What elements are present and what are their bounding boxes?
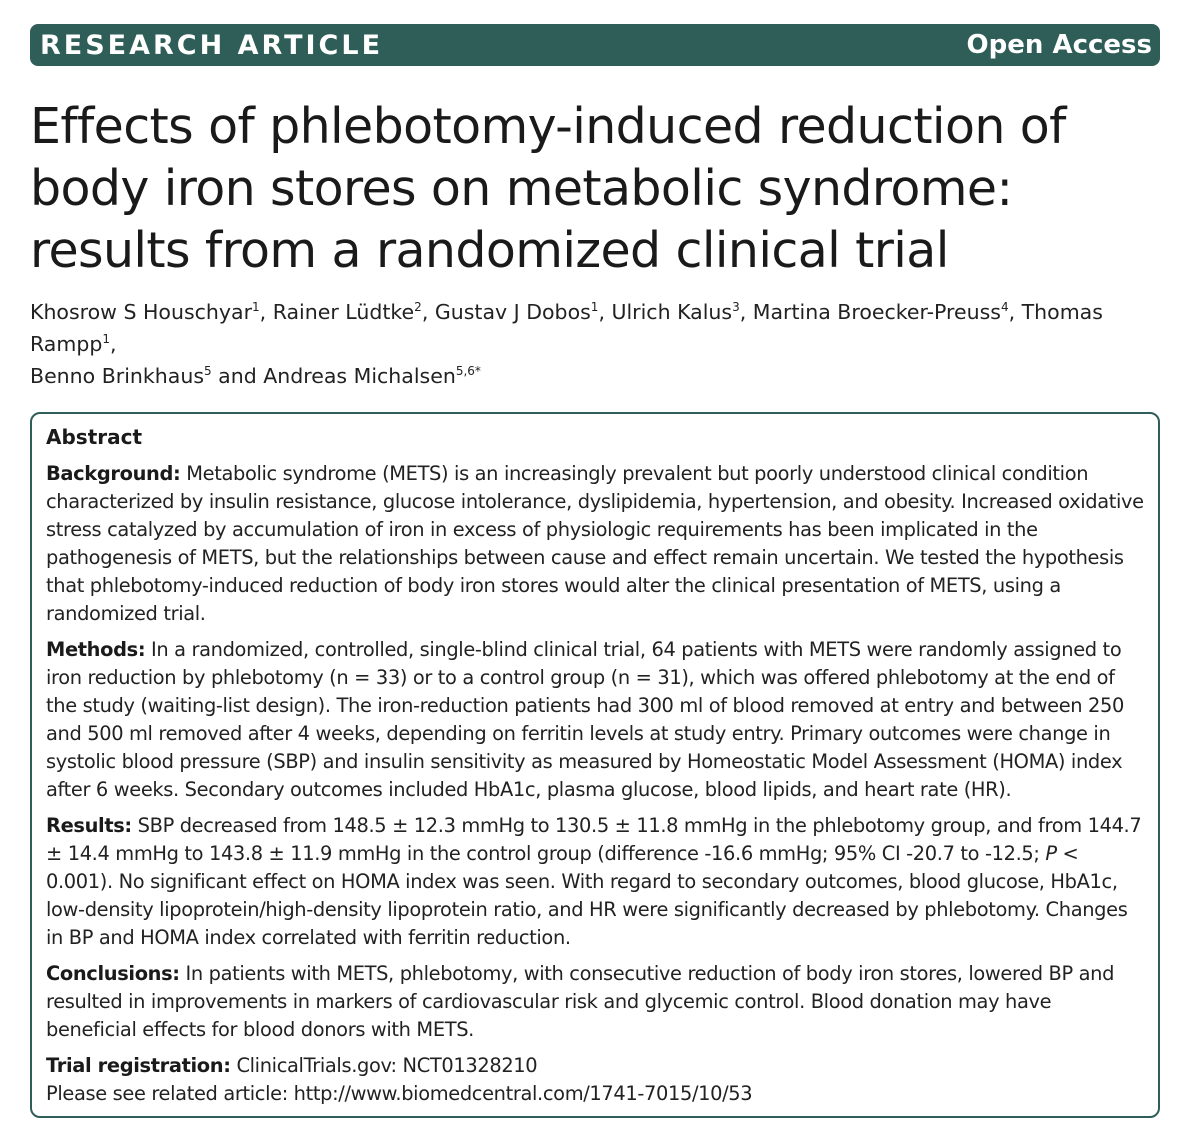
conclusions-paragraph: [46, 960, 1144, 1044]
author-name: Thomas Rampp: [30, 300, 1103, 356]
results-text-1: SBP decreased from 148.5 ± 12.3 mmHg to 130.5 ± 11.8 mmHg in the phlebotomy group, and from 144.7 ± 14.4 mmHg to 143.8 ± 11.9 mmHg in the control group (difference -16.6 mmHg; 95% CI -20.7 to -12.5;: [46, 814, 1142, 865]
paper-title: Effects of phlebotomy-induced reduction of body iron stores on metabolic syndrome: results from a randomized clinical trial: [30, 98, 1066, 279]
methods-label: Methods:: [46, 638, 146, 661]
author-name: Benno Brinkhaus: [30, 364, 204, 388]
author-affiliation-marker: 3: [732, 300, 740, 315]
author-separator: ,: [259, 300, 273, 324]
results-p-symbol: P: [1045, 842, 1057, 865]
author-name: Andreas Michalsen: [263, 364, 456, 388]
author-affiliation-marker: 1: [102, 332, 110, 347]
article-type-label: RESEARCH ARTICLE: [40, 29, 384, 61]
methods-paragraph: [46, 636, 1144, 804]
trial-registration-paragraph: [46, 1052, 1144, 1080]
author-separator: ,: [739, 300, 753, 324]
open-access-label: Open Access: [966, 30, 1152, 60]
author-separator: ,: [598, 300, 612, 324]
author-list: [30, 296, 1170, 392]
author-affiliation-marker: 5: [204, 364, 212, 379]
author-affiliation-marker: 2: [414, 300, 422, 315]
author-affiliation-marker: 4: [1000, 300, 1009, 315]
author-affiliation-marker: 1: [252, 300, 260, 315]
author-name: Rainer Lüdtke: [272, 300, 415, 324]
author-name: Martina Broecker-Preuss: [752, 300, 1001, 324]
abstract-heading: Abstract: [46, 425, 143, 449]
methods-text: In a randomized, controlled, single-blind clinical trial, 64 patients with METS were randomly assigned to iron reduction by phlebotomy (n = 33) or to a control group (n = 31), which was offered phlebotomy at the end of the study (waiting-list design). The iron-reduction patients had 300 ml of blood removed at entry and between 250 and 500 ml removed after 4 weeks, depending on ferritin levels at study entry. Primary outcomes were change in systolic blood pressure (SBP) and insulin sensitivity as measured by Homeostatic Model Assessment (HOMA) index after 6 weeks. Secondary outcomes included HbA1c, plasma glucose, blood lipids, and heart rate (HR).: [46, 638, 1125, 801]
background-label: Background:: [46, 462, 181, 485]
author-affiliation-marker: 1: [590, 300, 599, 315]
abstract-box: [30, 412, 1160, 1118]
conclusions-label: Conclusions:: [46, 962, 180, 985]
author-name: Gustav J Dobos: [434, 300, 591, 324]
author-name: Ulrich Kalus: [611, 300, 733, 324]
author-name: Khosrow S Houschyar: [30, 300, 253, 324]
author-separator: ,: [421, 300, 435, 324]
author-separator: ,: [1008, 300, 1022, 324]
related-article-line: Please see related article: http://www.biomedcentral.com/1741-7015/10/53: [46, 1082, 753, 1105]
background-text: Metabolic syndrome (METS) is an increasingly prevalent but poorly understood clinical condition characterized by insulin resistance, glucose intolerance, dyslipidemia, hypertension, and obesity. Increased oxidative stress catalyzed by accumulation of iron in excess of physiologic requirements has been implicated in the pathogenesis of METS, but the relationships between cause and effect remain uncertain. We tested the hypothesis that phlebotomy-induced reduction of body iron stores would alter the clinical presentation of METS, using a randomized trial.: [46, 462, 1144, 625]
results-paragraph: [46, 812, 1144, 952]
conclusions-text: In patients with METS, phlebotomy, with consecutive reduction of body iron stores, lowered BP and resulted in improvements in markers of cardiovascular risk and glycemic control. Blood donation may have beneficial effects for blood donors with METS.: [46, 962, 1115, 1041]
background-paragraph: [46, 460, 1144, 628]
trial-registration-text: ClinicalTrials.gov: NCT01328210: [230, 1054, 538, 1077]
results-label: Results:: [46, 814, 132, 837]
author-separator: and: [211, 364, 264, 388]
trial-registration-label: Trial registration:: [46, 1054, 231, 1077]
author-separator: ,: [110, 332, 117, 356]
results-text-2: < 0.001). No significant effect on HOMA index was seen. With regard to secondary outcomes, blood glucose, HbA1c, low-density lipoprotein/high-density lipoprotein ratio, and HR were significantly decreased by phlebotomy. Changes in BP and HOMA index correlated with ferritin reduction.: [46, 842, 1128, 949]
article-type-banner: [30, 24, 1160, 66]
author-affiliation-marker: 5,6*: [455, 364, 481, 379]
